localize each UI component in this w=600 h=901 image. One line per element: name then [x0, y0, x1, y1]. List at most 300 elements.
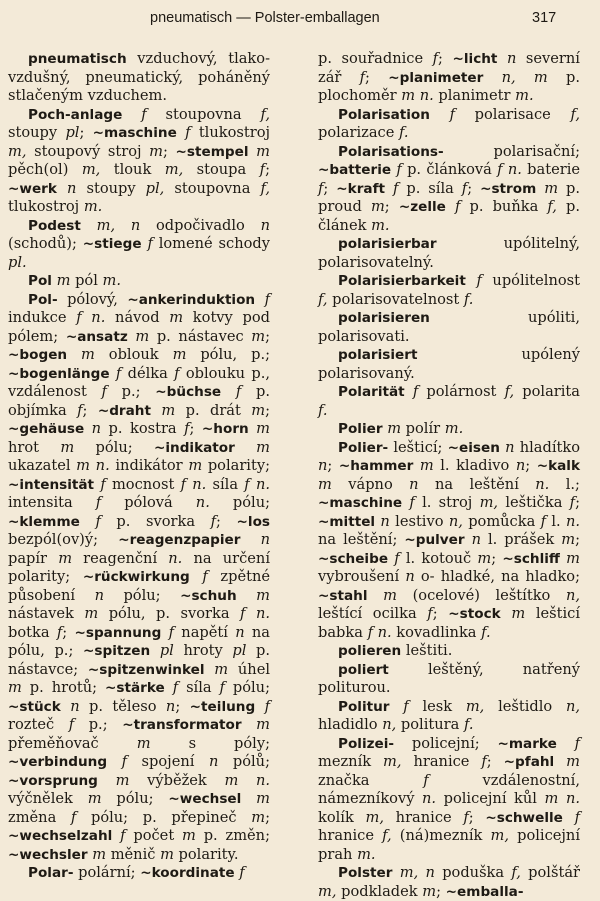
grammar-tag: m	[182, 827, 196, 844]
grammar-tag: m	[251, 327, 266, 345]
grammar-tag: n	[165, 697, 176, 715]
entry-subheadword: ~strom	[480, 180, 537, 197]
grammar-tag: m	[422, 882, 437, 900]
grammar-tag: f	[239, 864, 245, 881]
grammar-tag: f	[432, 50, 439, 67]
grammar-tag: f n.	[180, 475, 207, 493]
grammar-tag: m	[256, 420, 271, 437]
entry-text: intensita	[8, 494, 96, 511]
entry-text: odpočivadlo	[140, 216, 261, 234]
entry-subheadword: ~schliff	[502, 550, 560, 567]
grammar-tag: f	[184, 420, 190, 437]
running-title: pneumatisch — Polster-emballagen	[150, 10, 380, 26]
grammar-tag: f	[185, 124, 191, 141]
entry-text	[368, 587, 384, 604]
dictionary-entry	[318, 143, 580, 236]
entry-text: polarita	[514, 383, 580, 400]
entry-text	[249, 143, 257, 160]
entry-text: politura	[396, 716, 464, 733]
grammar-tag: f	[574, 808, 580, 826]
entry-text: ;	[216, 512, 237, 530]
grammar-tag: pl	[159, 642, 174, 659]
dictionary-entry	[8, 217, 270, 273]
grammar-tag: f	[115, 364, 122, 382]
entry-text: polární;	[73, 864, 141, 881]
grammar-tag: m,	[81, 161, 101, 178]
entry-headword: polieren	[338, 643, 402, 659]
entry-subheadword: ~mittel	[318, 513, 376, 530]
entry-text: polarizace	[318, 124, 399, 141]
entry-text: mocnost	[105, 475, 181, 493]
dictionary-entry	[318, 420, 580, 439]
entry-text: hroty	[173, 642, 233, 659]
entry-text: ukazatel	[8, 457, 77, 474]
grammar-tag: m	[387, 420, 402, 437]
entry-text: polarity.	[173, 845, 239, 863]
grammar-tag: m,	[383, 753, 402, 770]
grammar-tag: n	[505, 438, 515, 456]
entry-headword: Politur	[338, 698, 390, 715]
entry-text: pomůcka	[462, 512, 541, 530]
grammar-tag: m	[87, 790, 102, 807]
entry-text	[563, 809, 575, 826]
grammar-tag: f	[476, 272, 482, 289]
entry-headword: Polier-	[338, 439, 389, 456]
entry-text: ;	[467, 179, 481, 197]
grammar-tag: m	[135, 327, 150, 345]
grammar-tag: m.	[515, 87, 534, 104]
grammar-tag: f	[412, 383, 419, 400]
grammar-tag: m	[172, 346, 187, 363]
grammar-tag: f	[259, 161, 266, 178]
grammar-tag: n.	[168, 549, 183, 567]
grammar-tag: m	[566, 753, 580, 770]
grammar-tag: m	[92, 845, 107, 863]
entry-text: polštář	[520, 864, 581, 881]
entry-subheadword: ~licht	[452, 51, 498, 67]
grammar-tag: m	[256, 790, 271, 807]
entry-text: kotvy pod pólem;	[8, 309, 270, 345]
entry-subheadword: ~werk	[8, 180, 57, 197]
entry-text: leštidlo	[484, 697, 566, 715]
entry-subheadword: ~draht	[97, 402, 151, 419]
grammar-tag: m n.	[401, 87, 434, 104]
entry-text: lomené schody	[152, 235, 270, 252]
grammar-tag: f,	[504, 383, 515, 400]
entry-text: leštiti.	[401, 642, 453, 659]
entry-text	[501, 605, 512, 622]
grammar-tag: f	[463, 808, 469, 826]
grammar-tag: n,	[565, 586, 580, 604]
grammar-tag: n	[318, 457, 328, 474]
entry-text: stoupový stroj	[26, 142, 150, 160]
entry-headword: polarisierbar	[338, 236, 437, 252]
grammar-tag: f	[101, 383, 107, 400]
entry-text	[242, 716, 257, 733]
grammar-tag: m	[81, 346, 95, 363]
entry-text: leštěný, natřený politurou.	[318, 660, 580, 696]
grammar-tag: n,	[448, 512, 463, 530]
entry-text: výběžek	[129, 771, 225, 789]
entry-text: ;	[265, 401, 271, 419]
entry-text	[465, 531, 472, 548]
entry-text	[205, 661, 215, 678]
entry-text: p. nástavce;	[8, 642, 271, 678]
entry-text: mezník	[318, 753, 384, 770]
grammar-tag: m, n	[399, 864, 435, 881]
entry-subheadword: ~hammer	[338, 458, 414, 474]
entry-text	[221, 383, 236, 400]
grammar-tag: m	[561, 531, 576, 548]
entry-text: na leštění;	[318, 531, 405, 548]
entry-text: (schodů);	[8, 235, 83, 252]
grammar-tag: f	[396, 161, 402, 178]
page-header	[0, 8, 600, 32]
entry-subheadword: ~pfahl	[503, 754, 555, 770]
grammar-tag: m	[169, 309, 184, 326]
entry-text: měnič	[106, 845, 161, 863]
entry-text	[165, 679, 173, 696]
grammar-tag: f n.	[240, 605, 270, 622]
entry-text: p. článková	[401, 161, 498, 178]
grammar-tag: n	[235, 623, 245, 641]
entry-text: ;	[265, 161, 270, 178]
entry-subheadword: ~kraft	[336, 180, 386, 197]
grammar-tag: m,	[8, 142, 27, 160]
grammar-tag: f	[569, 494, 576, 511]
entry-text: ;	[189, 420, 202, 437]
entry-text: ;	[323, 179, 337, 197]
entry-text: oblouku p., vzdálenost	[8, 364, 271, 400]
entry-text: na určení polarity;	[8, 549, 270, 585]
entry-subheadword: ~koordinate	[140, 865, 235, 881]
entry-text	[112, 827, 120, 844]
entry-text: hrot	[8, 438, 61, 456]
entry-subheadword: ~wechselzahl	[8, 828, 113, 844]
entry-text	[497, 50, 507, 67]
entry-text: tlukostroj	[8, 198, 84, 215]
grammar-tag: m.	[83, 198, 103, 215]
grammar-tag: f	[394, 549, 400, 567]
grammar-tag: f	[392, 179, 399, 197]
grammar-tag: n,	[382, 716, 397, 733]
entry-text: kolík	[318, 808, 366, 826]
entry-subheadword: ~wechsler	[8, 846, 88, 863]
entry-headword: Pol	[28, 273, 52, 289]
grammar-tag: m	[188, 457, 203, 474]
entry-subheadword: ~stärke	[105, 680, 165, 696]
entry-text: p. plochoměr	[318, 68, 580, 104]
grammar-tag: n	[471, 531, 481, 548]
entry-text	[107, 753, 122, 770]
entry-text: l. kotouč	[399, 549, 478, 567]
grammar-tag: f,	[318, 290, 328, 308]
entry-subheadword: ~verbindung	[8, 754, 108, 770]
grammar-tag: m	[256, 586, 270, 604]
grammar-tag: f.	[398, 124, 409, 141]
grammar-tag: m.	[371, 216, 390, 234]
entry-text: ;	[432, 605, 449, 622]
entry-text: značka	[318, 771, 424, 789]
entry-subheadword: ~stahl	[318, 587, 368, 604]
entry-text	[255, 291, 264, 308]
entry-text: rozteč	[8, 716, 69, 733]
entry-text	[237, 587, 257, 604]
grammar-tag: n	[409, 475, 419, 493]
grammar-tag: m	[511, 605, 526, 622]
entry-text	[84, 420, 91, 437]
entry-text: pěch(ol)	[8, 161, 82, 178]
entry-text	[390, 698, 404, 715]
entry-text: o- hladké, na hladko;	[414, 568, 580, 585]
grammar-tag: f.	[463, 290, 474, 308]
grammar-tag: m.	[357, 845, 376, 863]
grammar-tag: f	[56, 623, 63, 641]
entry-text: spojení	[127, 753, 209, 770]
grammar-tag: m n.	[76, 457, 110, 474]
dictionary-entry	[318, 642, 580, 661]
grammar-tag: m,	[164, 161, 184, 178]
entry-text: indukce	[8, 309, 77, 326]
entry-text	[98, 772, 116, 789]
grammar-tag: m	[214, 660, 229, 678]
entry-text: nástavek	[8, 605, 85, 622]
grammar-tag: f,	[260, 179, 271, 197]
entry-text: pólu;	[224, 679, 270, 696]
entry-text: hranice	[318, 827, 383, 844]
grammar-tag: n, m	[501, 68, 548, 86]
entry-text: pól	[70, 272, 103, 289]
entry-text: zpětné působení	[8, 568, 270, 604]
entry-text: s póly;	[150, 734, 271, 752]
grammar-tag: f	[264, 290, 270, 308]
grammar-tag: f	[264, 697, 271, 715]
entry-text: p. proud	[318, 179, 581, 215]
entry-subheadword: ~spannung	[74, 624, 162, 641]
entry-text: botka	[8, 623, 57, 641]
dictionary-entry	[318, 864, 580, 901]
entry-subheadword: ~spitzenwinkel	[87, 661, 205, 678]
grammar-tag: f.	[463, 716, 474, 733]
entry-text: upóliti, polarisovati.	[318, 309, 580, 345]
entry-text: upólený polarisovaný.	[318, 346, 580, 382]
entry-headword: Polarisation	[338, 106, 430, 123]
entry-subheadword: ~indikator	[153, 439, 235, 456]
entry-text	[241, 790, 256, 807]
grammar-tag: m.	[102, 272, 122, 289]
grammar-tag: m	[161, 401, 176, 419]
entry-text: p. hrotů;	[21, 679, 105, 696]
entry-text: pólu, p. svorka	[98, 605, 241, 622]
grammar-tag: f	[359, 68, 366, 86]
dictionary-entry	[8, 864, 270, 883]
entry-text	[150, 642, 160, 659]
grammar-tag: f	[449, 105, 456, 123]
entry-text: síla	[178, 679, 220, 696]
grammar-tag: m	[370, 198, 385, 215]
entry-text: leštička	[498, 494, 570, 511]
entry-text: policejní prah	[318, 827, 580, 863]
entry-text: ;	[265, 327, 271, 345]
entry-headword: Pol-	[28, 291, 58, 308]
entry-text	[61, 698, 70, 715]
entry-text: l.;	[549, 475, 580, 493]
grammar-tag: f	[574, 734, 581, 752]
entry-text: stoupa	[183, 161, 260, 178]
grammar-tag: f n.	[367, 623, 392, 641]
grammar-tag: f n.	[76, 309, 106, 326]
entry-text: délka	[121, 364, 175, 382]
entry-text: hranice	[401, 753, 482, 770]
grammar-tag: m	[318, 475, 332, 493]
grammar-tag: f	[70, 808, 77, 826]
dictionary-entry	[8, 291, 270, 865]
entry-text: ;	[175, 697, 190, 715]
grammar-tag: n,	[565, 697, 581, 715]
entry-headword: Polster	[338, 865, 393, 881]
entry-text: p. kostra	[101, 420, 185, 437]
entry-text: ;	[79, 124, 93, 141]
grammar-tag: f.	[481, 623, 491, 641]
entry-text: počet	[125, 827, 183, 844]
entry-text: (ná)mezník	[391, 827, 491, 844]
entry-text: oblouk	[94, 346, 173, 363]
dictionary-entry	[318, 346, 580, 383]
entry-text: l.	[546, 512, 566, 530]
entry-headword: polarisieren	[338, 310, 430, 326]
entry-text	[235, 439, 256, 456]
grammar-tag: f	[141, 105, 147, 123]
entry-text	[177, 124, 185, 141]
entry-text: pólu; p. přepineč	[76, 808, 252, 826]
entry-text: napětí	[174, 623, 236, 641]
dictionary-entry	[318, 439, 580, 643]
entry-text: ;	[436, 882, 446, 900]
dictionary-entry	[318, 50, 580, 106]
entry-text: lešticí babka	[318, 605, 580, 641]
entry-text: lešticí;	[388, 438, 448, 456]
grammar-tag: f	[95, 512, 101, 530]
entry-text	[81, 217, 97, 234]
dictionary-entry	[318, 235, 580, 272]
entry-text: pólu;	[101, 790, 169, 807]
grammar-tag: n	[260, 531, 271, 548]
entry-text: na pólu, p.;	[8, 623, 271, 659]
dictionary-entry	[318, 698, 580, 735]
grammar-tag: m	[256, 142, 270, 160]
grammar-tag: m	[383, 586, 397, 604]
entry-subheadword: ~gehäuse	[8, 421, 85, 437]
entry-text: ;	[327, 457, 339, 474]
grammar-tag: n.	[195, 494, 210, 511]
grammar-tag: f	[455, 198, 461, 215]
entry-text: vápno	[331, 475, 410, 493]
entry-text: p. souřadnice	[318, 50, 433, 67]
entry-subheadword: ~spitzen	[83, 643, 151, 659]
entry-subheadword: ~ansatz	[65, 328, 128, 345]
entry-text: lestivo	[389, 512, 449, 530]
grammar-tag: pl.	[8, 253, 27, 271]
entry-text: pólový,	[57, 290, 128, 308]
entry-text	[190, 568, 203, 585]
entry-text: tlouk	[100, 161, 165, 178]
entry-text: vzduchový, tlako-vzdušný, pneumatický, poháněný stlačeným vzduchem.	[8, 50, 270, 104]
grammar-tag: pl,	[145, 179, 165, 197]
entry-text: ;	[575, 531, 580, 548]
dictionary-entry	[8, 272, 270, 291]
grammar-tag: n	[515, 457, 526, 474]
grammar-tag: f	[202, 568, 208, 585]
entry-text	[122, 106, 141, 123]
entry-text: polarisace	[455, 105, 571, 123]
entry-text: p. buňka	[460, 198, 548, 215]
entry-text: na leštění	[418, 475, 536, 493]
grammar-tag: m	[8, 679, 22, 696]
entry-text: hranice	[383, 808, 464, 826]
grammar-tag: m	[256, 438, 271, 456]
entry-subheadword: ~teilung	[189, 698, 256, 715]
entry-text	[446, 198, 455, 215]
entry-text: pólu;	[209, 494, 271, 511]
entry-text: baterie	[521, 161, 580, 178]
entry-text: policejní kůl	[436, 790, 545, 807]
grammar-tag: m	[256, 716, 271, 733]
entry-text: polárnost	[418, 383, 505, 400]
grammar-tag: f	[210, 512, 217, 530]
dictionary-entry	[318, 272, 580, 309]
grammar-tag: n	[380, 512, 390, 530]
entry-text: papír	[8, 549, 59, 567]
entry-text: síla	[206, 475, 245, 493]
entry-text	[80, 513, 96, 530]
grammar-tag: m, n	[96, 216, 141, 234]
grammar-tag: f,	[382, 827, 392, 844]
grammar-tag: f,	[511, 864, 521, 881]
grammar-tag: m.	[444, 420, 464, 437]
entry-text: l. stroj	[414, 494, 480, 511]
grammar-tag: m,	[365, 808, 384, 826]
entry-text: návod	[105, 309, 170, 326]
grammar-tag: m	[58, 549, 73, 567]
entry-text: ;	[468, 808, 486, 826]
entry-headword: Polarisierbarkeit	[338, 273, 466, 289]
entry-text: ;	[525, 457, 537, 474]
grammar-tag: m	[136, 734, 151, 752]
grammar-tag: m	[56, 272, 71, 289]
grammar-tag: f	[481, 753, 487, 770]
entry-text: bezpól(ov)ý;	[8, 531, 119, 548]
entry-subheadword: ~marke	[497, 735, 557, 752]
entry-text: tlukostroj	[190, 124, 271, 141]
entry-text	[557, 735, 575, 752]
grammar-tag: m	[251, 808, 266, 826]
entry-headword: poliert	[338, 661, 389, 678]
dictionary-entry	[8, 106, 270, 217]
grammar-tag: m	[566, 549, 580, 567]
entry-text: p.;	[106, 383, 156, 400]
entry-text: reagenční	[72, 549, 169, 567]
grammar-tag: m n.	[224, 771, 271, 789]
entry-text: hladidlo	[318, 716, 383, 733]
entry-subheadword: ~stock	[448, 606, 501, 622]
entry-text: pólu;	[74, 438, 154, 456]
entry-text: ;	[265, 808, 270, 826]
grammar-tag: n	[91, 420, 102, 437]
entry-text: pólu;	[103, 586, 181, 604]
grammar-tag: m	[115, 771, 130, 789]
grammar-tag: pl	[65, 124, 80, 141]
entry-subheadword: ~batterie	[318, 162, 392, 178]
